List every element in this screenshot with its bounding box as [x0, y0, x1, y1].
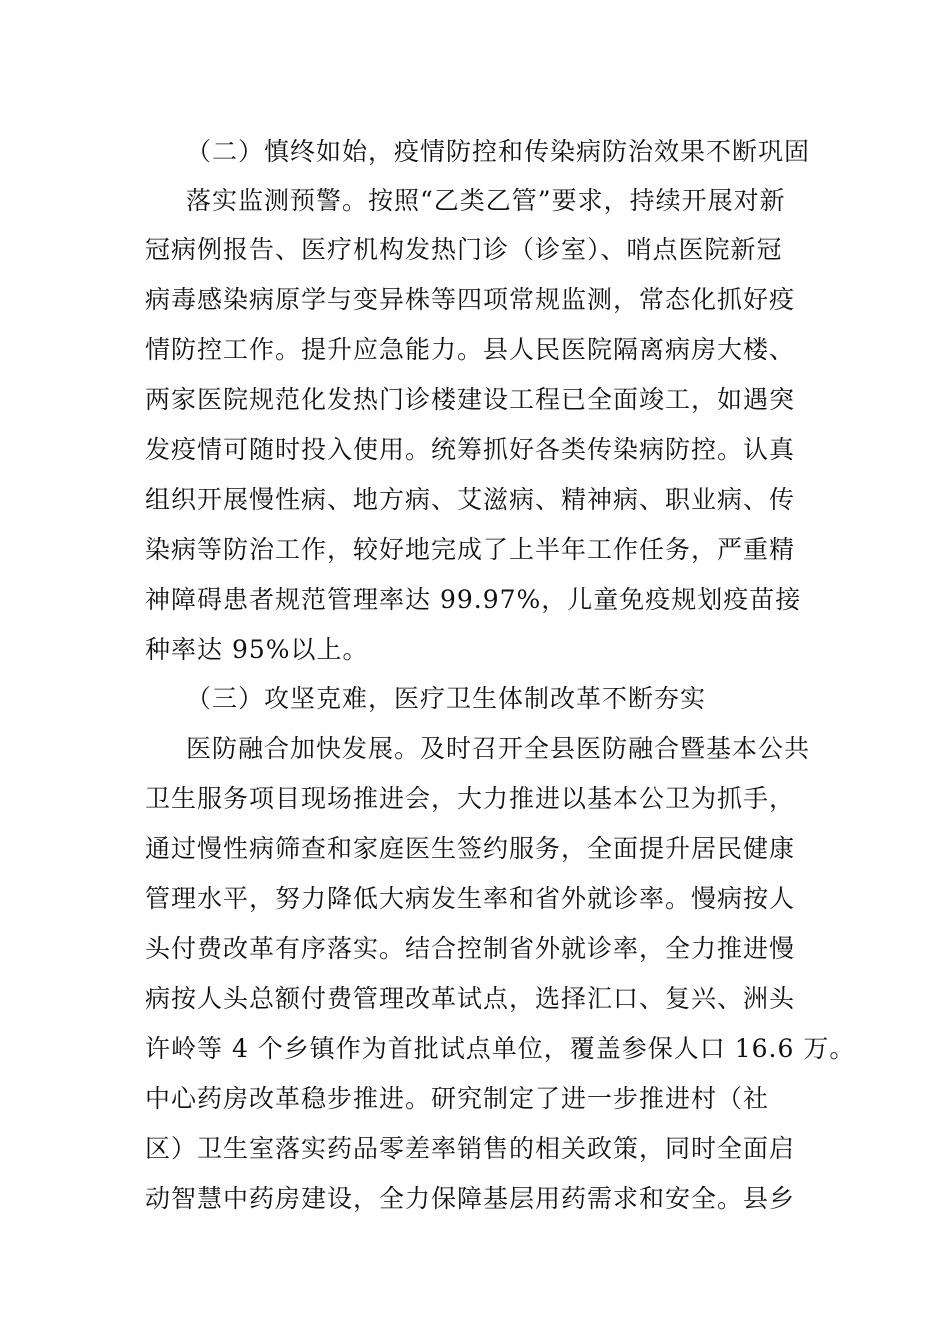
section-heading-2: （二）慎终如始，疫情防控和传染病防治效果不断巩固	[186, 137, 811, 166]
paragraph-line: 卫生服务项目现场推进会，大力推进以基本公卫为抓手，	[145, 784, 796, 813]
paragraph-line: 病按人头总额付费管理改革试点，选择汇口、复兴、洲头	[145, 984, 796, 1013]
paragraph-line: 两家医院规范化发热门诊楼建设工程已全面竣工，如遇突	[145, 385, 796, 414]
paragraph-line: 区）卫生室落实药品零差率销售的相关政策，同时全面启	[145, 1134, 796, 1163]
paragraph-line: 情防控工作。提升应急能力。县人民医院隔离病房大楼、	[145, 335, 796, 364]
section-heading-3: （三）攻坚克难，医疗卫生体制改革不断夯实	[186, 684, 707, 713]
paragraph-line: 病毒感染病原学与变异株等四项常规监测，常态化抓好疫	[145, 285, 796, 314]
paragraph-line: 种率达 95%以上。	[145, 635, 369, 664]
paragraph-line: 冠病例报告、医疗机构发热门诊（诊室）、哨点医院新冠	[145, 235, 783, 264]
paragraph-line: 染病等防治工作，较好地完成了上半年工作任务，严重精	[145, 535, 796, 564]
paragraph-line: 组织开展慢性病、地方病、艾滋病、精神病、职业病、传	[145, 485, 796, 514]
paragraph-line: 通过慢性病筛查和家庭医生签约服务，全面提升居民健康	[145, 834, 796, 863]
paragraph-line: 许岭等 4 个乡镇作为首批试点单位，覆盖参保人口 16.6 万。	[145, 1034, 856, 1063]
paragraph-line: 动智慧中药房建设，全力保障基层用药需求和安全。县乡	[145, 1184, 796, 1213]
paragraph-line: 医防融合加快发展。及时召开全县医防融合暨基本公共	[186, 734, 811, 763]
paragraph-line: 神障碍患者规范管理率达 99.97%，儿童免疫规划疫苗接	[145, 585, 802, 614]
paragraph-line: 管理水平，努力降低大病发生率和省外就诊率。慢病按人	[145, 884, 796, 913]
paragraph-line: 落实监测预警。按照“乙类乙管”要求，持续开展对新	[186, 186, 786, 215]
paragraph-line: 发疫情可随时投入使用。统筹抓好各类传染病防控。认真	[145, 435, 796, 464]
paragraph-line: 中心药房改革稳步推进。研究制定了进一步推进村（社	[145, 1084, 770, 1113]
paragraph-line: 头付费改革有序落实。结合控制省外就诊率，全力推进慢	[145, 934, 796, 963]
